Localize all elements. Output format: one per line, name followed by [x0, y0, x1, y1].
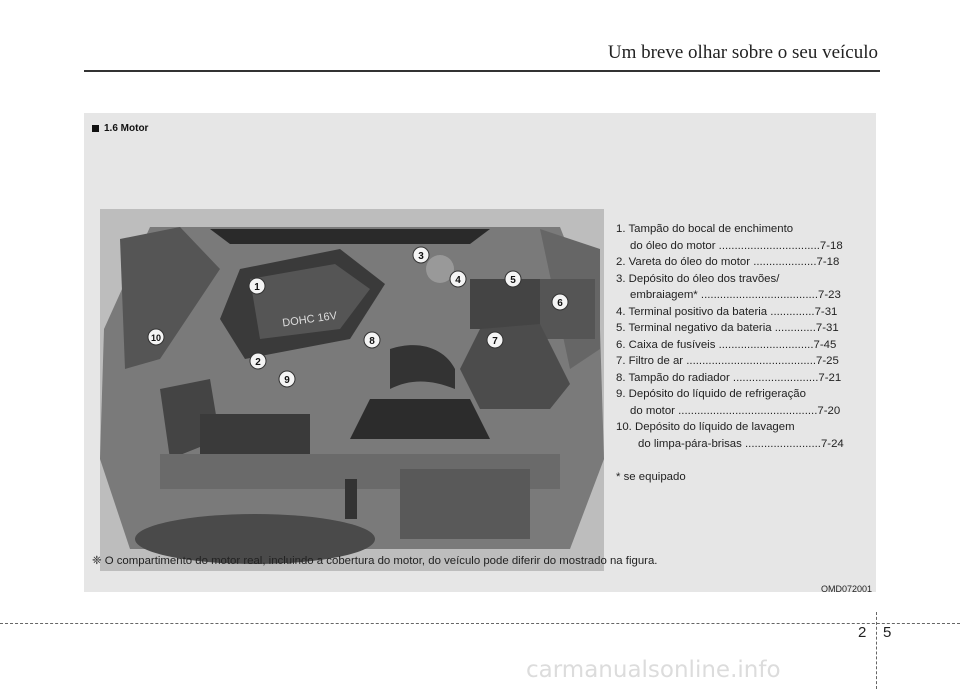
square-bullet-icon: [92, 125, 99, 132]
legend-item: 3. Depósito do óleo dos travões/: [616, 272, 780, 285]
callout-10: 10: [150, 333, 162, 343]
legend-item: 5. Terminal negativo da bateria .............7-31: [616, 322, 839, 334]
legend-item: 1. Tampão do bocal de enchimento: [616, 223, 794, 235]
callout-9: 9: [284, 375, 290, 386]
legend-item-cont: do limpa-pára-brisas ........................7-24: [638, 437, 844, 450]
callout-4: 4: [455, 275, 461, 286]
engine-bay-photo: [100, 209, 604, 571]
callout-6: 6: [557, 298, 563, 309]
callout-1: 1: [254, 282, 260, 293]
legend-item: 2. Vareta do óleo do motor ....................7-18: [616, 256, 840, 268]
legend-item-cont: do motor ............................................7-20: [630, 404, 841, 417]
footer-vertical-rule: [876, 612, 877, 689]
legend-item: 8. Tampão do radiador ...........................7-21: [616, 371, 842, 384]
callout-2: 2: [255, 357, 261, 368]
footer-dashed-rule: [0, 623, 960, 624]
watermark-text: carmanualsonline.info: [526, 657, 781, 683]
legend-item: 6. Caixa de fusíveis ..............................7-45: [616, 338, 837, 351]
parts-legend: [616, 221, 871, 452]
section-label-text: 1.6 Motor: [104, 123, 149, 134]
equipped-note: * se equipado: [616, 471, 686, 483]
legend-item: 7. Filtro de ar .........................................7-25: [616, 355, 839, 367]
legend-item-cont: embraiagem* .....................................7-23: [630, 289, 841, 301]
callout-7: 7: [492, 336, 498, 347]
engine-badge-text: DOHC 16V: [281, 309, 338, 330]
section-label: [92, 123, 148, 134]
legend-item: 4. Terminal positivo da bateria ..............7-31: [616, 305, 838, 318]
callout-8: 8: [369, 336, 375, 347]
legend-item: 10. Depósito do líquido de lavagem: [616, 421, 795, 433]
callout-5: 5: [510, 275, 516, 286]
callout-3: 3: [418, 251, 424, 262]
legend-item-cont: do óleo do motor ................................7-18: [630, 239, 843, 252]
chapter-number: 2: [858, 624, 867, 641]
figure-code: OMD072001: [820, 584, 872, 594]
header-rule: [84, 70, 880, 72]
figure-footnote: ❈ O compartimento do motor real, incluindo a cobertura do motor, do veículo pode diferir do mostrado na figura.: [92, 555, 658, 567]
legend-item: 9. Depósito do líquido de refrigeração: [616, 388, 806, 400]
page-header-title: Um breve olhar sobre o seu veículo: [607, 42, 878, 63]
figure-panel: [84, 113, 876, 592]
page-number: 5: [883, 624, 892, 641]
